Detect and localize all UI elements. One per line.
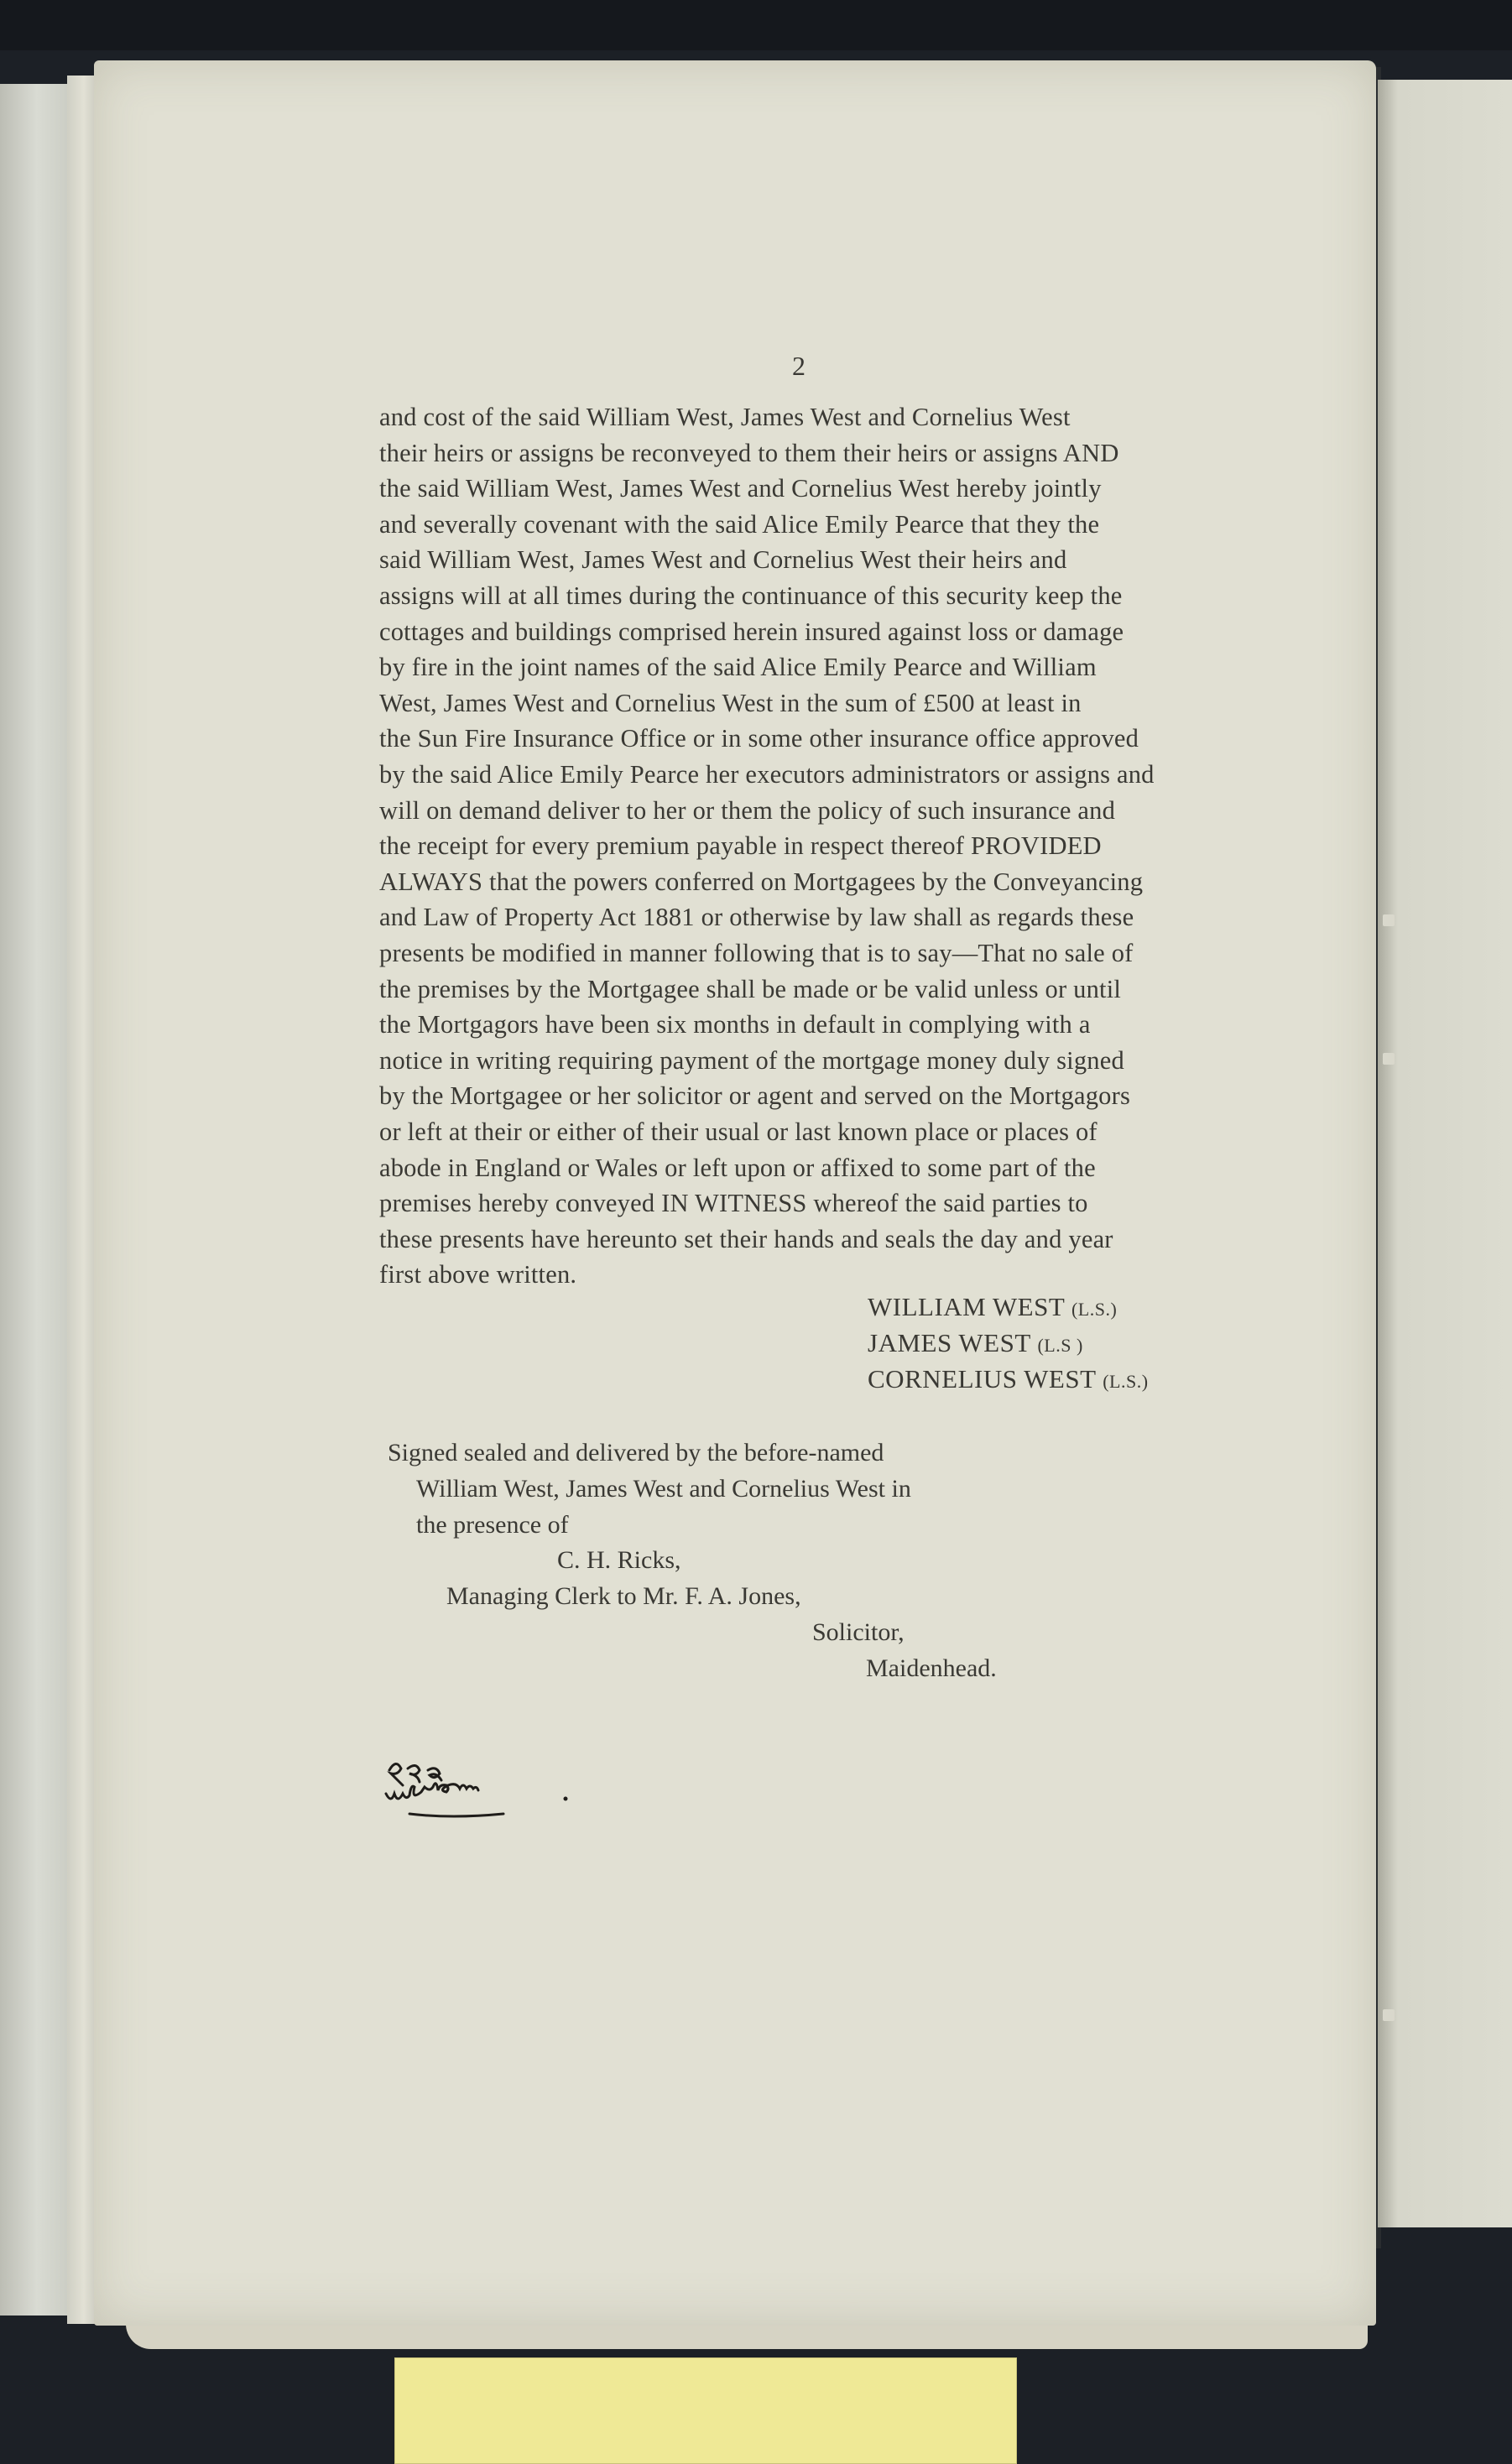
witness-role: Managing Clerk to Mr. F. A. Jones,: [446, 1582, 801, 1610]
signatory-william-west: [868, 1292, 1117, 1322]
attestation-line-2: William West, James West and Cornelius West in: [416, 1475, 911, 1503]
body-line: the premises by the Mortgagee shall be made or be valid unless or until: [379, 974, 1122, 1003]
body-line: West, James West and Cornelius West in the sum of £500 at least in: [379, 688, 1082, 717]
body-line: their heirs or assigns be reconveyed to them their heirs or assigns AND: [379, 438, 1119, 467]
body-line: or left at their or either of their usual or last known place or places of: [379, 1117, 1098, 1146]
body-line: by the Mortgagee or her solicitor or agent and served on the Mortgagors: [379, 1081, 1131, 1111]
body-line: will on demand deliver to her or them the policy of such insurance and: [379, 795, 1116, 825]
body-line: notice in writing requiring payment of the mortgage money duly signed: [379, 1045, 1124, 1075]
body-line: said William West, James West and Cornelius West their heirs and: [379, 545, 1067, 575]
signatory-name: CORNELIUS WEST: [868, 1364, 1096, 1393]
signatory-james-west: [868, 1328, 1083, 1358]
page-number: 2: [792, 351, 806, 381]
witness-name: C. H. Ricks,: [557, 1546, 681, 1574]
body-line: and severally covenant with the said Alice Emily Pearce that they the: [379, 509, 1100, 539]
body-line: these presents have hereunto set their hands and seals the day and year: [379, 1224, 1113, 1253]
page-tab-mark: [1383, 914, 1395, 926]
body-line: assigns will at all times during the continuance of this security keep the: [379, 581, 1123, 610]
body-line: and cost of the said William West, James West and Cornelius West: [379, 403, 1071, 431]
body-line: by fire in the joint names of the said Alice Emily Pearce and William: [379, 653, 1097, 682]
body-line: abode in England or Wales or left upon or affixed to some part of the: [379, 1153, 1096, 1182]
seal-mark: (L.S.): [1103, 1371, 1149, 1392]
body-line: ALWAYS that the powers conferred on Mortgagees by the Conveyancing: [379, 867, 1144, 896]
sticky-note-tab: [394, 2357, 1017, 2464]
body-line: the Sun Fire Insurance Office or in some other insurance office approved: [379, 724, 1139, 753]
witness-place: Maidenhead.: [866, 1654, 997, 1682]
handwritten-annotation: [379, 1745, 581, 1829]
signatory-name: JAMES WEST: [868, 1328, 1031, 1357]
seal-mark: (L.S.): [1071, 1299, 1118, 1320]
signatory-cornelius-west: [868, 1364, 1149, 1394]
body-line: first above written.: [379, 1260, 577, 1289]
body-line: by the said Alice Emily Pearce her executors administrators or assigns and: [379, 760, 1155, 789]
page-tab-mark: [1383, 1053, 1395, 1065]
witness-title: Solicitor,: [812, 1618, 905, 1646]
signatory-name: WILLIAM WEST: [868, 1292, 1065, 1321]
body-line: and Law of Property Act 1881 or otherwise by law shall as regards these: [379, 903, 1134, 932]
body-line: cottages and buildings comprised herein insured against loss or damage: [379, 617, 1124, 646]
attestation-line-1: Signed sealed and delivered by the before-named: [388, 1439, 884, 1466]
attestation-line-3: the presence of: [416, 1511, 569, 1539]
body-line: premises hereby conveyed IN WITNESS whereof the said parties to: [379, 1189, 1088, 1218]
body-line: the Mortgagors have been six months in default in complying with a: [379, 1010, 1091, 1039]
facing-page-right: [1378, 80, 1512, 2227]
seal-mark: (L.S ): [1037, 1335, 1083, 1356]
body-line: the said William West, James West and Cornelius West hereby jointly: [379, 474, 1102, 503]
body-line: the receipt for every premium payable in respect thereof PROVIDED: [379, 831, 1102, 861]
page-tab-mark: [1383, 2009, 1395, 2021]
background-top: [0, 0, 1512, 50]
body-line: presents be modified in manner following that is to say—That no sale of: [379, 939, 1134, 967]
